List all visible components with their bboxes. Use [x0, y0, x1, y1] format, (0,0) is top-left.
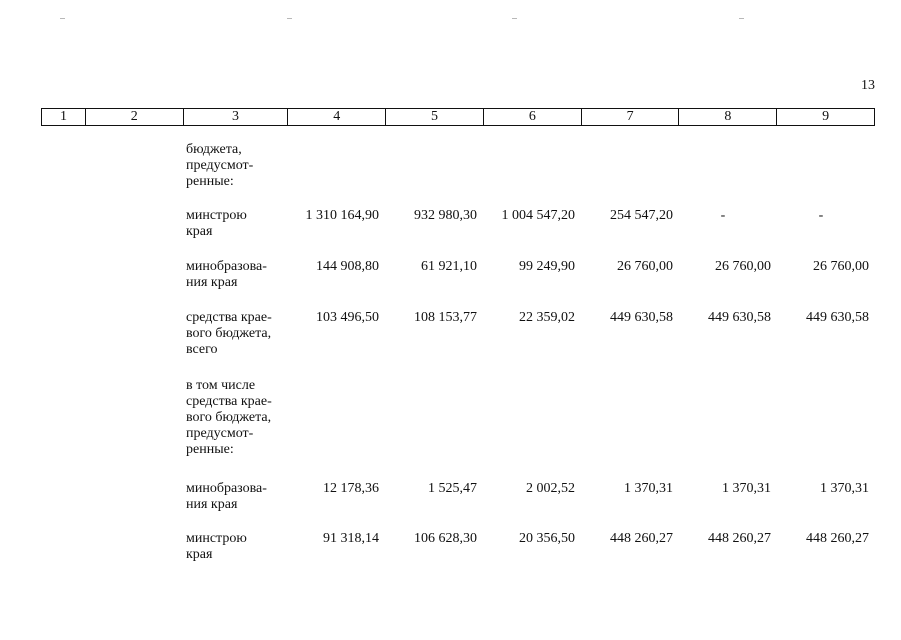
value-col-8: 448 260,27 [708, 531, 771, 546]
value-col-4: 144 908,80 [316, 259, 379, 274]
column-number-header [41, 108, 875, 126]
value-col-9: 1 370,31 [820, 481, 869, 496]
row-label: в том числе средства крае- вого бюджета, предусмот- ренные: [186, 378, 272, 457]
scan-speck [512, 18, 517, 19]
row-label: бюджета, предусмот- ренные: [186, 142, 254, 189]
value-col-4: 91 318,14 [323, 531, 379, 546]
value-col-7: 1 370,31 [624, 481, 673, 496]
value-col-5: 932 980,30 [414, 208, 477, 223]
value-col-9: - [818, 208, 824, 223]
value-col-9: 26 760,00 [813, 259, 869, 274]
row-label: средства крае- вого бюджета, всего [186, 310, 272, 357]
page-number: 13 [861, 78, 875, 93]
value-col-4: 12 178,36 [323, 481, 379, 496]
value-col-8: 1 370,31 [722, 481, 771, 496]
header-cell: 5 [385, 109, 483, 125]
scan-speck [60, 18, 65, 19]
header-cell: 4 [287, 109, 385, 125]
value-col-6: 1 004 547,20 [501, 208, 575, 223]
row-label: минстрою края [186, 208, 247, 239]
scan-speck [739, 18, 744, 19]
value-col-4: 1 310 164,90 [305, 208, 379, 223]
value-col-9: 449 630,58 [806, 310, 869, 325]
value-col-7: 254 547,20 [610, 208, 673, 223]
value-col-5: 108 153,77 [414, 310, 477, 325]
scan-speck [287, 18, 292, 19]
value-col-6: 22 359,02 [519, 310, 575, 325]
value-col-7: 449 630,58 [610, 310, 673, 325]
value-col-4: 103 496,50 [316, 310, 379, 325]
value-col-5: 61 921,10 [421, 259, 477, 274]
header-cell: 3 [183, 109, 288, 125]
header-cell: 7 [581, 109, 679, 125]
value-col-7: 26 760,00 [617, 259, 673, 274]
value-col-8: - [720, 208, 726, 223]
value-col-6: 20 356,50 [519, 531, 575, 546]
header-cell: 9 [776, 109, 874, 125]
header-cell: 1 [59, 109, 67, 124]
header-cell: 6 [483, 109, 581, 125]
value-col-9: 448 260,27 [806, 531, 869, 546]
header-cell: 8 [678, 109, 776, 125]
value-col-5: 106 628,30 [414, 531, 477, 546]
value-col-8: 449 630,58 [708, 310, 771, 325]
row-label: минобразова- ния края [186, 259, 267, 290]
header-cell: 2 [85, 109, 183, 125]
value-col-7: 448 260,27 [610, 531, 673, 546]
value-col-5: 1 525,47 [428, 481, 477, 496]
row-label: минстрою края [186, 531, 247, 562]
value-col-6: 2 002,52 [526, 481, 575, 496]
value-col-6: 99 249,90 [519, 259, 575, 274]
row-label: минобразова- ния края [186, 481, 267, 512]
value-col-8: 26 760,00 [715, 259, 771, 274]
